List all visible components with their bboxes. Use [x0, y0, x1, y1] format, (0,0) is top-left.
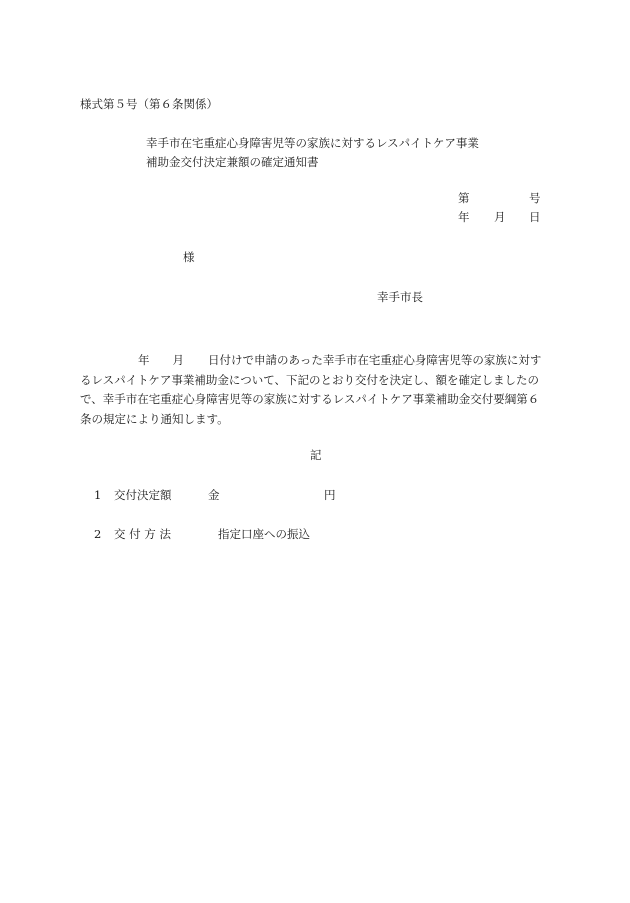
item-1-yen: 円: [324, 488, 336, 502]
body-line-1: [80, 351, 550, 371]
body-line-4: 条の規定により通知します。: [80, 411, 229, 426]
addressee-honorific: 様: [183, 250, 195, 264]
document-title-line-1: 幸手市在宅重症心身障害児等の家族に対するレスパイトケア事業: [146, 136, 479, 150]
date-day-label: 日: [529, 210, 541, 224]
item-1-number: 1: [94, 488, 102, 502]
body-line-2: るレスパイトケア事業補助金について、下記のとおり交付を決定し、額を確定しましたの: [80, 372, 539, 387]
item-1-kin: 金: [208, 488, 220, 502]
item-2-label: 交 付 方 法: [114, 527, 171, 541]
document-title-line-2: 補助金交付決定兼額の確定通知書: [146, 155, 319, 169]
item-2-number: 2: [94, 527, 102, 541]
date-month-label: 月: [494, 210, 506, 224]
body-line-1-text: 日付けで申請のあった幸手市在宅重症心身障害児等の家族に対す: [208, 353, 542, 367]
item-1-label: 交付決定額: [114, 488, 172, 502]
body-year-label: 年: [138, 353, 150, 367]
body-month-label: 月: [172, 353, 184, 367]
body-line-3: で、幸手市在宅重症心身障害児等の家族に対するレスパイトケア事業補助金交付要綱第６: [80, 392, 540, 406]
form-number: 様式第５号（第６条関係）: [80, 97, 218, 111]
ki-heading: 記: [310, 448, 322, 462]
document-number-suffix: 号: [529, 191, 541, 205]
body-paragraph: [80, 351, 550, 429]
issuer-name: 幸手市長: [377, 290, 423, 304]
document-number-prefix: 第: [458, 191, 470, 205]
date-year-label: 年: [458, 210, 470, 224]
item-2-value: 指定口座への振込: [218, 527, 310, 541]
